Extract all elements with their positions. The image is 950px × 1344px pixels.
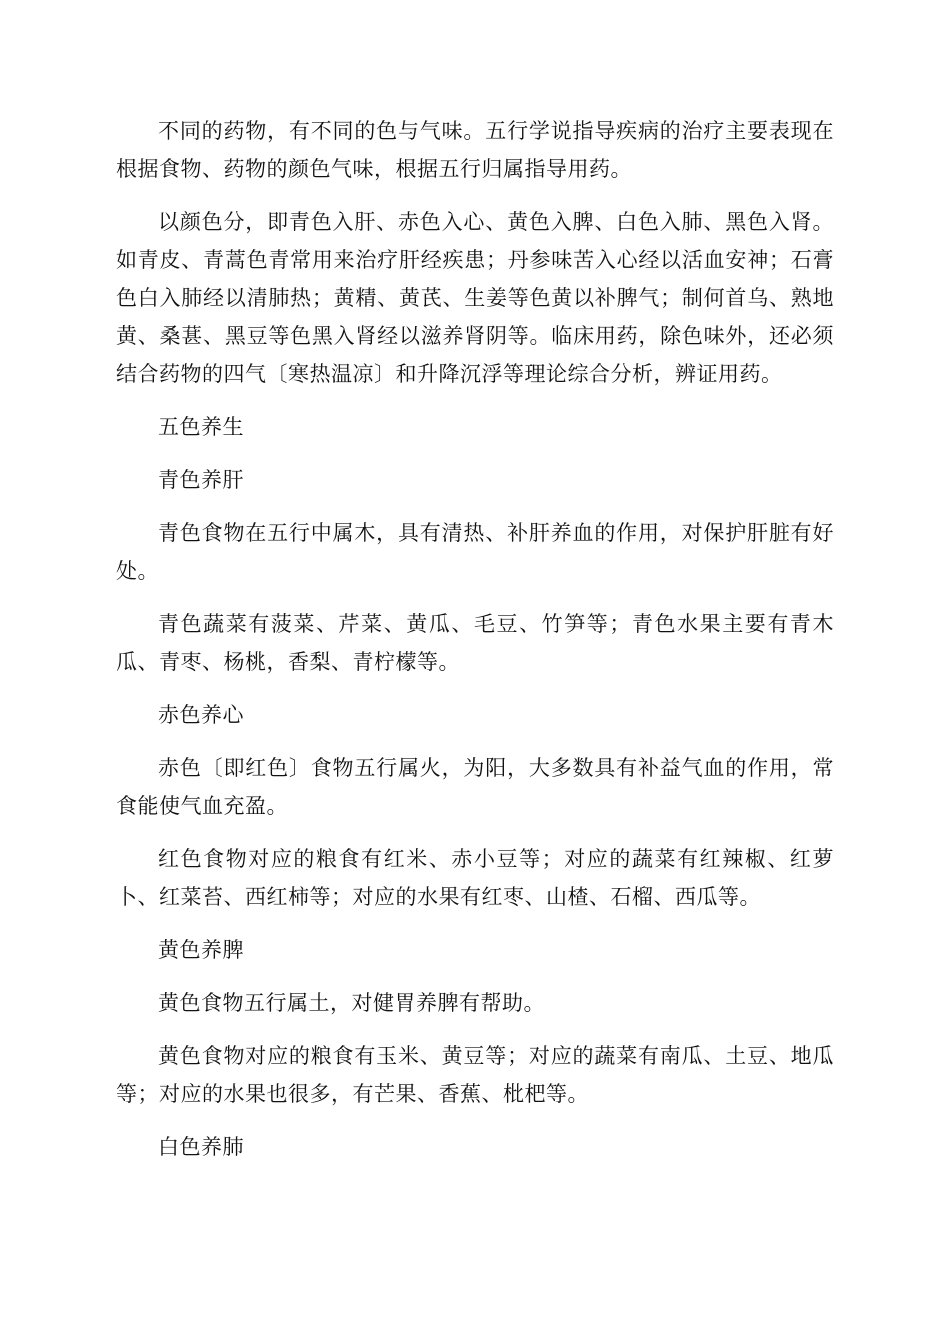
paragraph-herb-color-flavor: 不同的药物，有不同的色与气味。五行学说指导疾病的治疗主要表现在根据食物、药物的颜色气味，根据五行归属指导用药。 — [116, 119, 834, 181]
paragraph-red-food-list: 红色食物对应的粮食有红米、赤小豆等；对应的蔬菜有红辣椒、红萝卜、红菜苔、西红柿等；对应的水果有红枣、山楂、石榴、西瓜等。 — [116, 847, 834, 909]
paragraph-green-food-effect: 青色食物在五行中属木，具有清热、补肝养血的作用，对保护肝脏有好处。 — [116, 521, 834, 583]
section-heading-five-colors: 五色养生 — [158, 415, 244, 439]
subheading-white-lung: 白色养肺 — [158, 1135, 244, 1159]
paragraph-yellow-food-effect: 黄色食物五行属土，对健胃养脾有帮助。 — [158, 991, 545, 1015]
subheading-red-heart: 赤色养心 — [158, 703, 244, 727]
paragraph-red-food-effect: 赤色〔即红色〕食物五行属火，为阳，大多数具有补益气血的作用，常食能使气血充盈。 — [116, 756, 834, 818]
document-body — [116, 112, 834, 1181]
paragraph-color-organ-mapping: 以颜色分，即青色入肝、赤色入心、黄色入脾、白色入肺、黑色入肾。如青皮、青蒿色青常用来治疗肝经疾患；丹参味苦入心经以活血安神；石膏色白入肺经以清肺热；黄精、黄芪、生姜等色黄以补脾气；制何首乌、熟地黄、桑葚、黑豆等色黑入肾经以滋养肾阴等。临床用药，除色味外，还必须结合药物的四气〔寒热温凉〕和升降沉浮等理论综合分析，辨证用药。 — [116, 210, 834, 386]
subheading-green-liver: 青色养肝 — [158, 468, 244, 492]
subheading-yellow-spleen: 黄色养脾 — [158, 938, 244, 962]
paragraph-green-food-list: 青色蔬菜有菠菜、芹菜、黄瓜、毛豆、竹笋等；青色水果主要有青木瓜、青枣、杨桃，香梨、青柠檬等。 — [116, 612, 834, 674]
paragraph-yellow-food-list: 黄色食物对应的粮食有玉米、黄豆等；对应的蔬菜有南瓜、土豆、地瓜等；对应的水果也很多，有芒果、香蕉、枇杷等。 — [116, 1044, 834, 1106]
